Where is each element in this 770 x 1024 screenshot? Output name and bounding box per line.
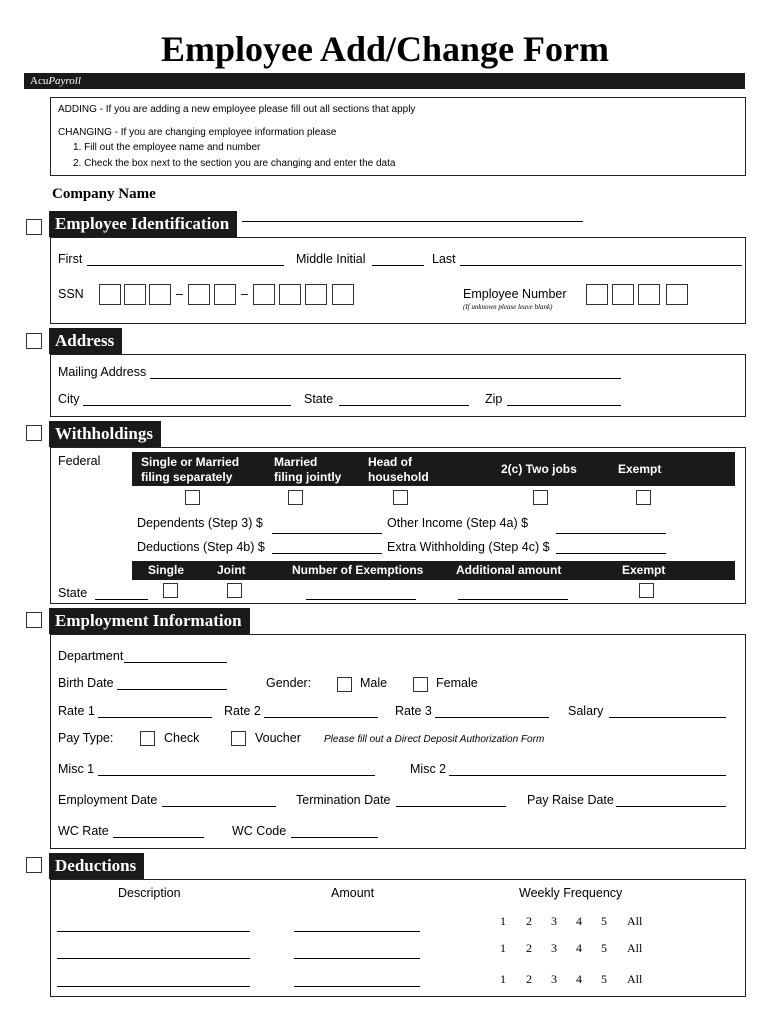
first-name-field[interactable] <box>87 265 284 266</box>
ssn-digit-box[interactable] <box>253 284 275 305</box>
mailing-address-field[interactable] <box>150 378 621 379</box>
company-name-field[interactable] <box>242 221 583 222</box>
deduction-amount-field[interactable] <box>294 986 420 987</box>
head-of-household-checkbox[interactable] <box>393 490 408 505</box>
state-exempt-checkbox[interactable] <box>639 583 654 598</box>
ssn-digit-box[interactable] <box>99 284 121 305</box>
ssn-digit-box[interactable] <box>332 284 354 305</box>
last-name-field[interactable] <box>460 265 742 266</box>
frequency-option[interactable]: 5 <box>601 972 607 986</box>
mailing-address-label: Mailing Address <box>58 365 147 379</box>
header-additional-amount: Additional amount <box>456 563 562 577</box>
header-state-joint: Joint <box>217 563 246 577</box>
header-line: filing jointly <box>274 470 342 484</box>
rate2-label: Rate 2 <box>224 704 261 718</box>
wc-code-label: WC Code <box>232 824 287 838</box>
federal-label: Federal <box>58 454 101 468</box>
ssn-digit-box[interactable] <box>279 284 301 305</box>
amount-header: Amount <box>331 886 375 900</box>
city-label: City <box>58 392 80 406</box>
other-income-field[interactable] <box>556 533 666 534</box>
number-of-exemptions-field[interactable] <box>306 599 416 600</box>
salary-label: Salary <box>568 704 604 718</box>
ssn-digit-box[interactable] <box>124 284 146 305</box>
pay-raise-date-label: Pay Raise Date <box>527 793 614 807</box>
page-title: Employee Add/Change Form <box>160 29 609 69</box>
identification-section-title: Employee Identification <box>49 211 237 237</box>
withholdings-section-checkbox[interactable] <box>26 425 42 441</box>
header-head-of-household <box>368 455 429 485</box>
state-withholding-label: State <box>58 586 88 600</box>
ssn-dash: – <box>241 287 248 301</box>
employee-number-digit-box[interactable] <box>612 284 634 305</box>
deductions-step-field[interactable] <box>272 553 382 554</box>
frequency-option[interactable]: 5 <box>601 914 607 928</box>
frequency-option[interactable]: 1 <box>500 914 506 928</box>
identification-box <box>50 237 746 324</box>
deduction-amount-field[interactable] <box>294 931 420 932</box>
extra-withholding-field[interactable] <box>556 553 666 554</box>
description-header: Description <box>118 886 181 900</box>
header-state-single: Single <box>148 563 185 577</box>
frequency-option[interactable]: 3 <box>551 941 557 955</box>
company-name-label: Company Name <box>52 186 156 202</box>
termination-date-field[interactable] <box>396 806 506 807</box>
department-field[interactable] <box>124 662 227 663</box>
female-checkbox[interactable] <box>413 677 428 692</box>
frequency-option[interactable]: All <box>627 941 643 955</box>
header-exempt: Exempt <box>618 462 662 476</box>
rate1-label: Rate 1 <box>58 704 95 718</box>
city-field[interactable] <box>83 405 291 406</box>
deduction-description-field[interactable] <box>57 986 250 987</box>
header-line: filing separately <box>141 470 233 484</box>
deduction-description-field[interactable] <box>57 931 250 932</box>
header-single-married-separately <box>141 455 239 485</box>
employment-section-checkbox[interactable] <box>26 612 42 628</box>
federal-exempt-checkbox[interactable] <box>636 490 651 505</box>
employee-number-digit-box[interactable] <box>666 284 688 305</box>
header-two-jobs: 2(c) Two jobs <box>501 462 577 476</box>
employee-number-label: Employee Number <box>463 287 567 301</box>
deductions-section-checkbox[interactable] <box>26 857 42 873</box>
header-number-of-exemptions: Number of Exemptions <box>292 563 424 577</box>
misc1-label: Misc 1 <box>58 762 95 776</box>
additional-amount-field[interactable] <box>458 599 568 600</box>
ssn-digit-box[interactable] <box>214 284 236 305</box>
withholdings-section-title: Withholdings <box>49 421 161 447</box>
frequency-option[interactable]: 2 <box>526 914 532 928</box>
frequency-option[interactable]: 2 <box>526 972 532 986</box>
state-single-checkbox[interactable] <box>163 583 178 598</box>
check-pay-label: Check <box>164 731 200 745</box>
salary-field[interactable] <box>609 717 726 718</box>
ssn-digit-box[interactable] <box>188 284 210 305</box>
brand-suffix: Payroll <box>48 75 81 87</box>
dependents-label: Dependents (Step 3) $ <box>137 516 263 530</box>
address-section-title: Address <box>49 328 122 354</box>
header-line: Single or Married <box>141 455 240 469</box>
first-name-label: First <box>58 252 83 266</box>
dependents-field[interactable] <box>272 533 382 534</box>
pay-type-label: Pay Type: <box>58 731 114 745</box>
frequency-option[interactable]: 4 <box>576 914 582 928</box>
employment-section-title: Employment Information <box>49 608 250 634</box>
middle-initial-label: Middle Initial <box>296 252 366 266</box>
last-name-label: Last <box>432 252 456 266</box>
weekly-frequency-header: Weekly Frequency <box>519 886 623 900</box>
frequency-option[interactable]: 1 <box>500 941 506 955</box>
middle-initial-field[interactable] <box>372 265 424 266</box>
male-checkbox[interactable] <box>337 677 352 692</box>
header-line: Married <box>274 455 318 469</box>
state-field[interactable] <box>339 405 469 406</box>
frequency-option[interactable]: 1 <box>500 972 506 986</box>
state-label: State <box>304 392 334 406</box>
rate3-field[interactable] <box>435 717 549 718</box>
voucher-pay-label: Voucher <box>255 731 301 745</box>
employment-date-field[interactable] <box>162 806 276 807</box>
birth-date-field[interactable] <box>117 689 227 690</box>
misc1-field[interactable] <box>98 775 375 776</box>
misc2-field[interactable] <box>449 775 726 776</box>
wc-rate-field[interactable] <box>113 837 204 838</box>
zip-label: Zip <box>485 392 503 406</box>
check-pay-checkbox[interactable] <box>140 731 155 746</box>
misc2-label: Misc 2 <box>410 762 447 776</box>
frequency-option[interactable]: All <box>627 972 643 986</box>
header-married-jointly <box>274 455 341 485</box>
single-married-separately-checkbox[interactable] <box>185 490 200 505</box>
pay-raise-date-field[interactable] <box>616 806 726 807</box>
employee-number-digit-box[interactable] <box>638 284 660 305</box>
state-withholding-field[interactable] <box>95 599 148 600</box>
frequency-option[interactable]: 3 <box>551 914 557 928</box>
wc-rate-label: WC Rate <box>58 824 109 838</box>
instruction-adding: ADDING - If you are adding a new employee please fill out all sections that apply <box>58 104 416 115</box>
ssn-digit-box[interactable] <box>305 284 327 305</box>
two-jobs-checkbox[interactable] <box>533 490 548 505</box>
employee-number-note: (If unknown please leave blank) <box>463 303 553 311</box>
frequency-option[interactable]: 2 <box>526 941 532 955</box>
address-section-checkbox[interactable] <box>26 333 42 349</box>
ssn-digit-box[interactable] <box>149 284 171 305</box>
header-state-exempt: Exempt <box>622 563 666 577</box>
instruction-step-1: 1. Fill out the employee name and number <box>73 142 261 153</box>
deductions-step-label: Deductions (Step 4b) $ <box>137 540 265 554</box>
ssn-label: SSN <box>58 287 84 301</box>
department-label: Department <box>58 649 124 663</box>
frequency-option[interactable]: 4 <box>576 941 582 955</box>
deductions-section-title: Deductions <box>49 853 144 879</box>
instruction-step-2: 2. Check the box next to the section you are changing and enter the data <box>73 158 396 169</box>
voucher-pay-checkbox[interactable] <box>231 731 246 746</box>
deduction-description-field[interactable] <box>57 958 250 959</box>
zip-field[interactable] <box>507 405 621 406</box>
identification-section-checkbox[interactable] <box>26 219 42 235</box>
rate2-field[interactable] <box>264 717 378 718</box>
female-label: Female <box>436 676 478 690</box>
direct-deposit-note: Please fill out a Direct Deposit Authorization Form <box>324 734 545 745</box>
state-joint-checkbox[interactable] <box>227 583 242 598</box>
brand-prefix: Acu <box>30 75 49 87</box>
frequency-option[interactable]: 4 <box>576 972 582 986</box>
brand-bar <box>24 73 745 89</box>
rate1-field[interactable] <box>98 717 212 718</box>
ssn-dash: – <box>176 287 183 301</box>
rate3-label: Rate 3 <box>395 704 432 718</box>
instruction-changing: CHANGING - If you are changing employee information please <box>58 127 337 138</box>
frequency-option[interactable]: 5 <box>601 941 607 955</box>
married-jointly-checkbox[interactable] <box>288 490 303 505</box>
address-box <box>50 354 746 417</box>
termination-date-label: Termination Date <box>296 793 391 807</box>
frequency-option[interactable]: 3 <box>551 972 557 986</box>
employment-date-label: Employment Date <box>58 793 158 807</box>
wc-code-field[interactable] <box>291 837 378 838</box>
deduction-amount-field[interactable] <box>294 958 420 959</box>
birth-date-label: Birth Date <box>58 676 114 690</box>
header-line: Head of <box>368 455 413 469</box>
male-label: Male <box>360 676 388 690</box>
gender-label: Gender: <box>266 676 312 690</box>
other-income-label: Other Income (Step 4a) $ <box>387 516 529 530</box>
extra-withholding-label: Extra Withholding (Step 4c) $ <box>387 540 550 554</box>
frequency-option[interactable]: All <box>627 914 643 928</box>
header-line: household <box>368 470 429 484</box>
employee-number-digit-box[interactable] <box>586 284 608 305</box>
